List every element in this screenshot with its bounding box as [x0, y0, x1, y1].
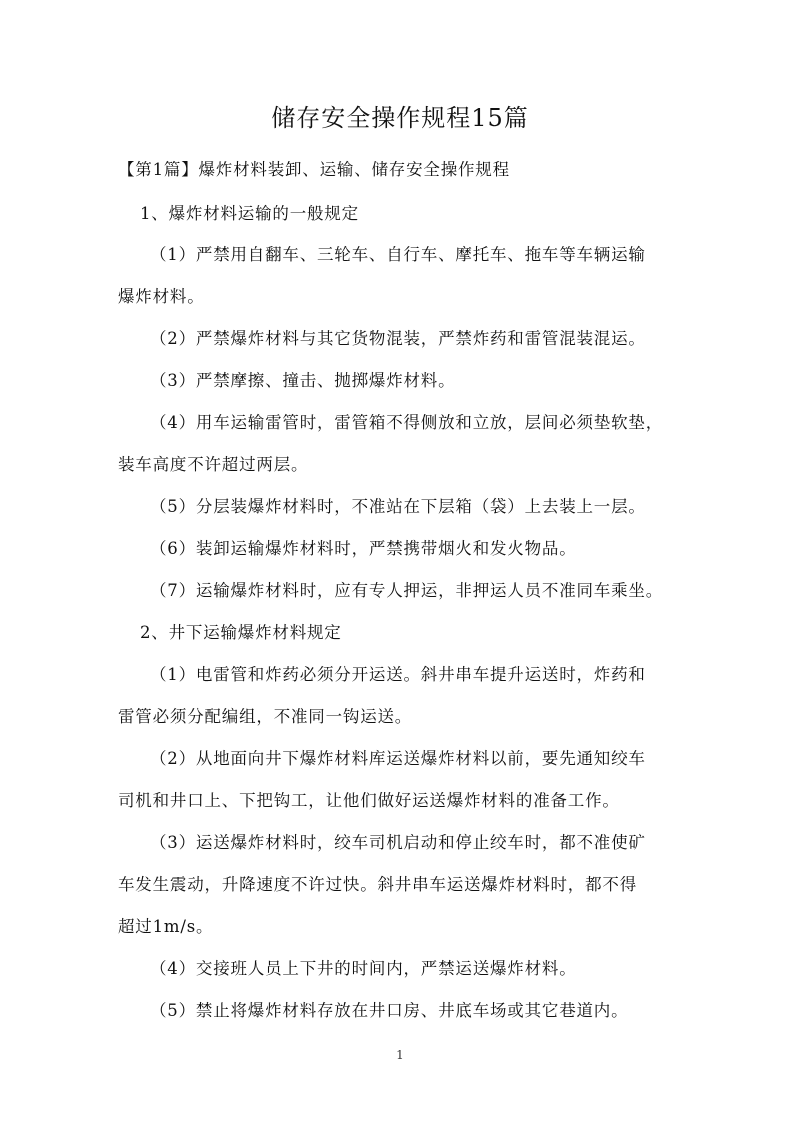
paragraph-line: （6）装卸运输爆炸材料时，严禁携带烟火和发火物品。 — [150, 539, 577, 558]
page-number: 1 — [396, 1048, 404, 1062]
subsection-heading: 2、井下运输爆炸材料规定 — [140, 623, 342, 642]
document-title: 储存安全操作规程15篇 — [271, 104, 529, 132]
section-heading: 【第1篇】爆炸材料装卸、运输、储存安全操作规程 — [118, 160, 510, 179]
paragraph-line: （5）分层装爆炸材料时，不准站在下层箱（袋）上去装上一层。 — [150, 497, 646, 516]
paragraph-line: （4）用车运输雷管时，雷管箱不得侧放和立放，层间必须垫软垫， — [150, 413, 663, 432]
paragraph-line: 车发生震动，升降速度不许过快。斜井串车运送爆炸材料时，都不得 — [118, 875, 637, 894]
subsection-heading: 1、爆炸材料运输的一般规定 — [140, 204, 359, 223]
paragraph-line: 爆炸材料。 — [118, 287, 205, 306]
paragraph-line: 司机和井口上、下把钩工，让他们做好运送爆炸材料的准备工作。 — [118, 791, 620, 810]
paragraph-line: （1）电雷管和炸药必须分开运送。斜井串车提升运送时，炸药和 — [150, 665, 646, 684]
paragraph-line: 装车高度不许超过两层。 — [118, 455, 309, 474]
paragraph-line: （7）运输爆炸材料时，应有专人押运，非押运人员不准同车乘坐。 — [150, 581, 663, 600]
paragraph-line: （2）从地面向井下爆炸材料库运送爆炸材料以前，要先通知绞车 — [150, 749, 646, 768]
paragraph-line: （1）严禁用自翻车、三轮车、自行车、摩托车、拖车等车辆运输 — [150, 245, 646, 264]
paragraph-line: （4）交接班人员上下井的时间内，严禁运送爆炸材料。 — [150, 959, 577, 978]
paragraph-line: （5）禁止将爆炸材料存放在井口房、井底车场或其它巷道内。 — [150, 1001, 629, 1020]
paragraph-line: 超过1m/s。 — [118, 917, 214, 936]
paragraph-line: 雷管必须分配编组，不准同一钩运送。 — [118, 707, 413, 726]
paragraph-line: （2）严禁爆炸材料与其它货物混装，严禁炸药和雷管混装混运。 — [150, 329, 646, 348]
paragraph-line: （3）严禁摩擦、撞击、抛掷爆炸材料。 — [150, 371, 456, 390]
paragraph-line: （3）运送爆炸材料时，绞车司机启动和停止绞车时，都不准使矿 — [150, 833, 646, 852]
